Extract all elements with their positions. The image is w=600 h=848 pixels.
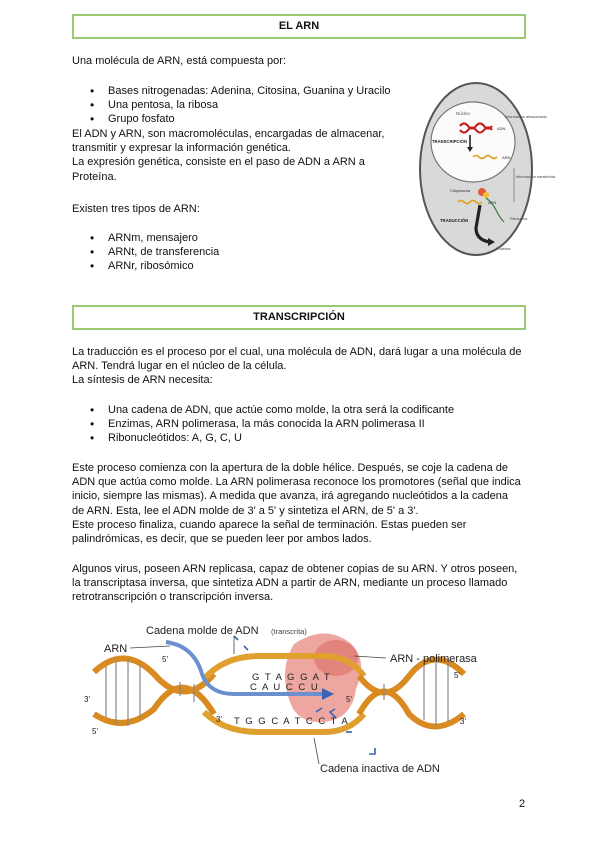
list-item: • Una pentosa, la ribosa xyxy=(72,98,452,112)
text-line: retrotranscripción o transcripción inversa. xyxy=(72,591,274,604)
text-line: La traducción es el proceso por el cual, una molécula de ADN, dará lugar a una molécula de xyxy=(72,346,522,358)
types-list xyxy=(72,231,372,274)
cytoplasm-label: Citoplasma xyxy=(450,188,471,193)
text-line: inicio, siempre las mismas). A medida que avanza, irá agregando nucleótidos a la cadena xyxy=(72,490,508,503)
translation-label: TRADUCCIÓN xyxy=(440,218,469,223)
end-5-left: 5' xyxy=(92,727,98,736)
polymerase-label: ARN - polimerasa xyxy=(390,653,477,665)
text-line: ARN. Tendrá lugar en el núcleo de la célula. xyxy=(72,360,287,373)
end-3-right: 3' xyxy=(460,717,466,726)
list-item: • ARNr, ribosómico xyxy=(72,259,372,273)
nucleus-label: Núcleo xyxy=(456,111,471,116)
text-line: de ARN. Esta, lee el ADN molde de 3' a 5' y sintetiza el ARN, de 5' a 3'. xyxy=(72,504,419,517)
cell-diagram xyxy=(418,80,555,258)
list-item: • ARNm, mensajero xyxy=(72,231,372,245)
arn-label: ARN xyxy=(502,155,511,160)
list-item: • Grupo fosfato xyxy=(72,112,452,126)
text-line: La expresión genética, consiste en el paso de ADN a ARN a xyxy=(72,156,365,169)
section-title-transcripcion: TRANSCRIPCIÓN xyxy=(72,305,526,330)
paragraph-virus xyxy=(72,562,532,605)
protein-label: Proteína xyxy=(496,247,511,251)
rna-bases: C A U C C U xyxy=(250,682,320,693)
end-5-right: 5' xyxy=(454,671,460,680)
transcription-label: TRANSCRIPCIÓN xyxy=(432,139,467,144)
list-item: • Una cadena de ADN, que actúe como molde, la otra será la codificante xyxy=(72,403,532,417)
intro-text: Una molécula de ARN, está compuesta por: xyxy=(72,55,287,67)
helix-left-b xyxy=(94,688,214,723)
ribosome-label: Ribosoma xyxy=(510,217,528,221)
list-item: • Enzimas, ARN polimerasa, la más conocida la ARN polimerasa II xyxy=(72,417,532,431)
end-5-low: 5' xyxy=(346,695,352,704)
text-line: El ADN y ARN, son macromoléculas, encargadas de almacenar, xyxy=(72,128,385,140)
text-line: Proteína. xyxy=(72,170,117,183)
arn-label: ARN xyxy=(104,643,128,655)
paragraph-traduccion xyxy=(72,345,532,388)
components-list xyxy=(72,84,452,127)
rna-cyto-label: ARN xyxy=(488,200,497,205)
text-line: transmitir y expresar la información genética. xyxy=(72,142,291,155)
page-number: 2 xyxy=(519,798,526,810)
text-line: La síntesis de ARN necesita: xyxy=(72,374,213,387)
end-5-rna: 5' xyxy=(162,655,168,664)
text-line: ADN que actúa como molde. La ARN polimerasa reconoce los promotores (señal que indica xyxy=(72,476,521,489)
list-item: • Ribonucleótidos: A, G, C, U xyxy=(72,431,532,445)
inactive-label: Cadena inactiva de ADN xyxy=(320,763,440,775)
info-transfer-label: Información transferida xyxy=(516,175,555,179)
types-intro: Existen tres tipos de ARN: xyxy=(72,203,200,215)
paragraph-adn-arn xyxy=(72,127,412,184)
text-line: palindrómicas, es decir, que se pueden leer por ambos lados. xyxy=(72,533,372,546)
paragraph-proceso xyxy=(72,461,532,546)
template-note: (transcrita) xyxy=(271,627,307,636)
adn-label: ADN xyxy=(497,126,506,131)
end-3-left: 3' xyxy=(84,695,90,704)
info-storage-label: Información almacenada xyxy=(505,115,547,119)
template-label: Cadena molde de ADN xyxy=(146,625,259,637)
text-line: Algunos virus, poseen ARN replicasa, capaz de obtener copias de su ARN. Y otros poseen, xyxy=(72,563,518,575)
upper-bases: G T A G G A T xyxy=(252,672,332,683)
transcription-diagram xyxy=(84,614,484,786)
lower-bases: T G G C A T C C T A xyxy=(234,716,350,727)
text-line: Este proceso finaliza, cuando aparece la señal de terminación. Estas pueden ser xyxy=(72,518,467,531)
list-item: • ARNt, de transferencia xyxy=(72,245,372,259)
requirements-list xyxy=(72,403,532,446)
list-item: • Bases nitrogenadas: Adenina, Citosina, Guanina y Uracilo xyxy=(72,84,452,98)
end-3-low: 3' xyxy=(216,715,222,724)
text-line: Este proceso comienza con la apertura de la doble hélice. Después, se coje la cadena de xyxy=(72,462,508,474)
text-line: la transcriptasa inversa, que sintetiza ADN a partir de ARN, mediante un proceso llamado xyxy=(72,577,508,590)
section-title-arn: EL ARN xyxy=(72,14,526,39)
